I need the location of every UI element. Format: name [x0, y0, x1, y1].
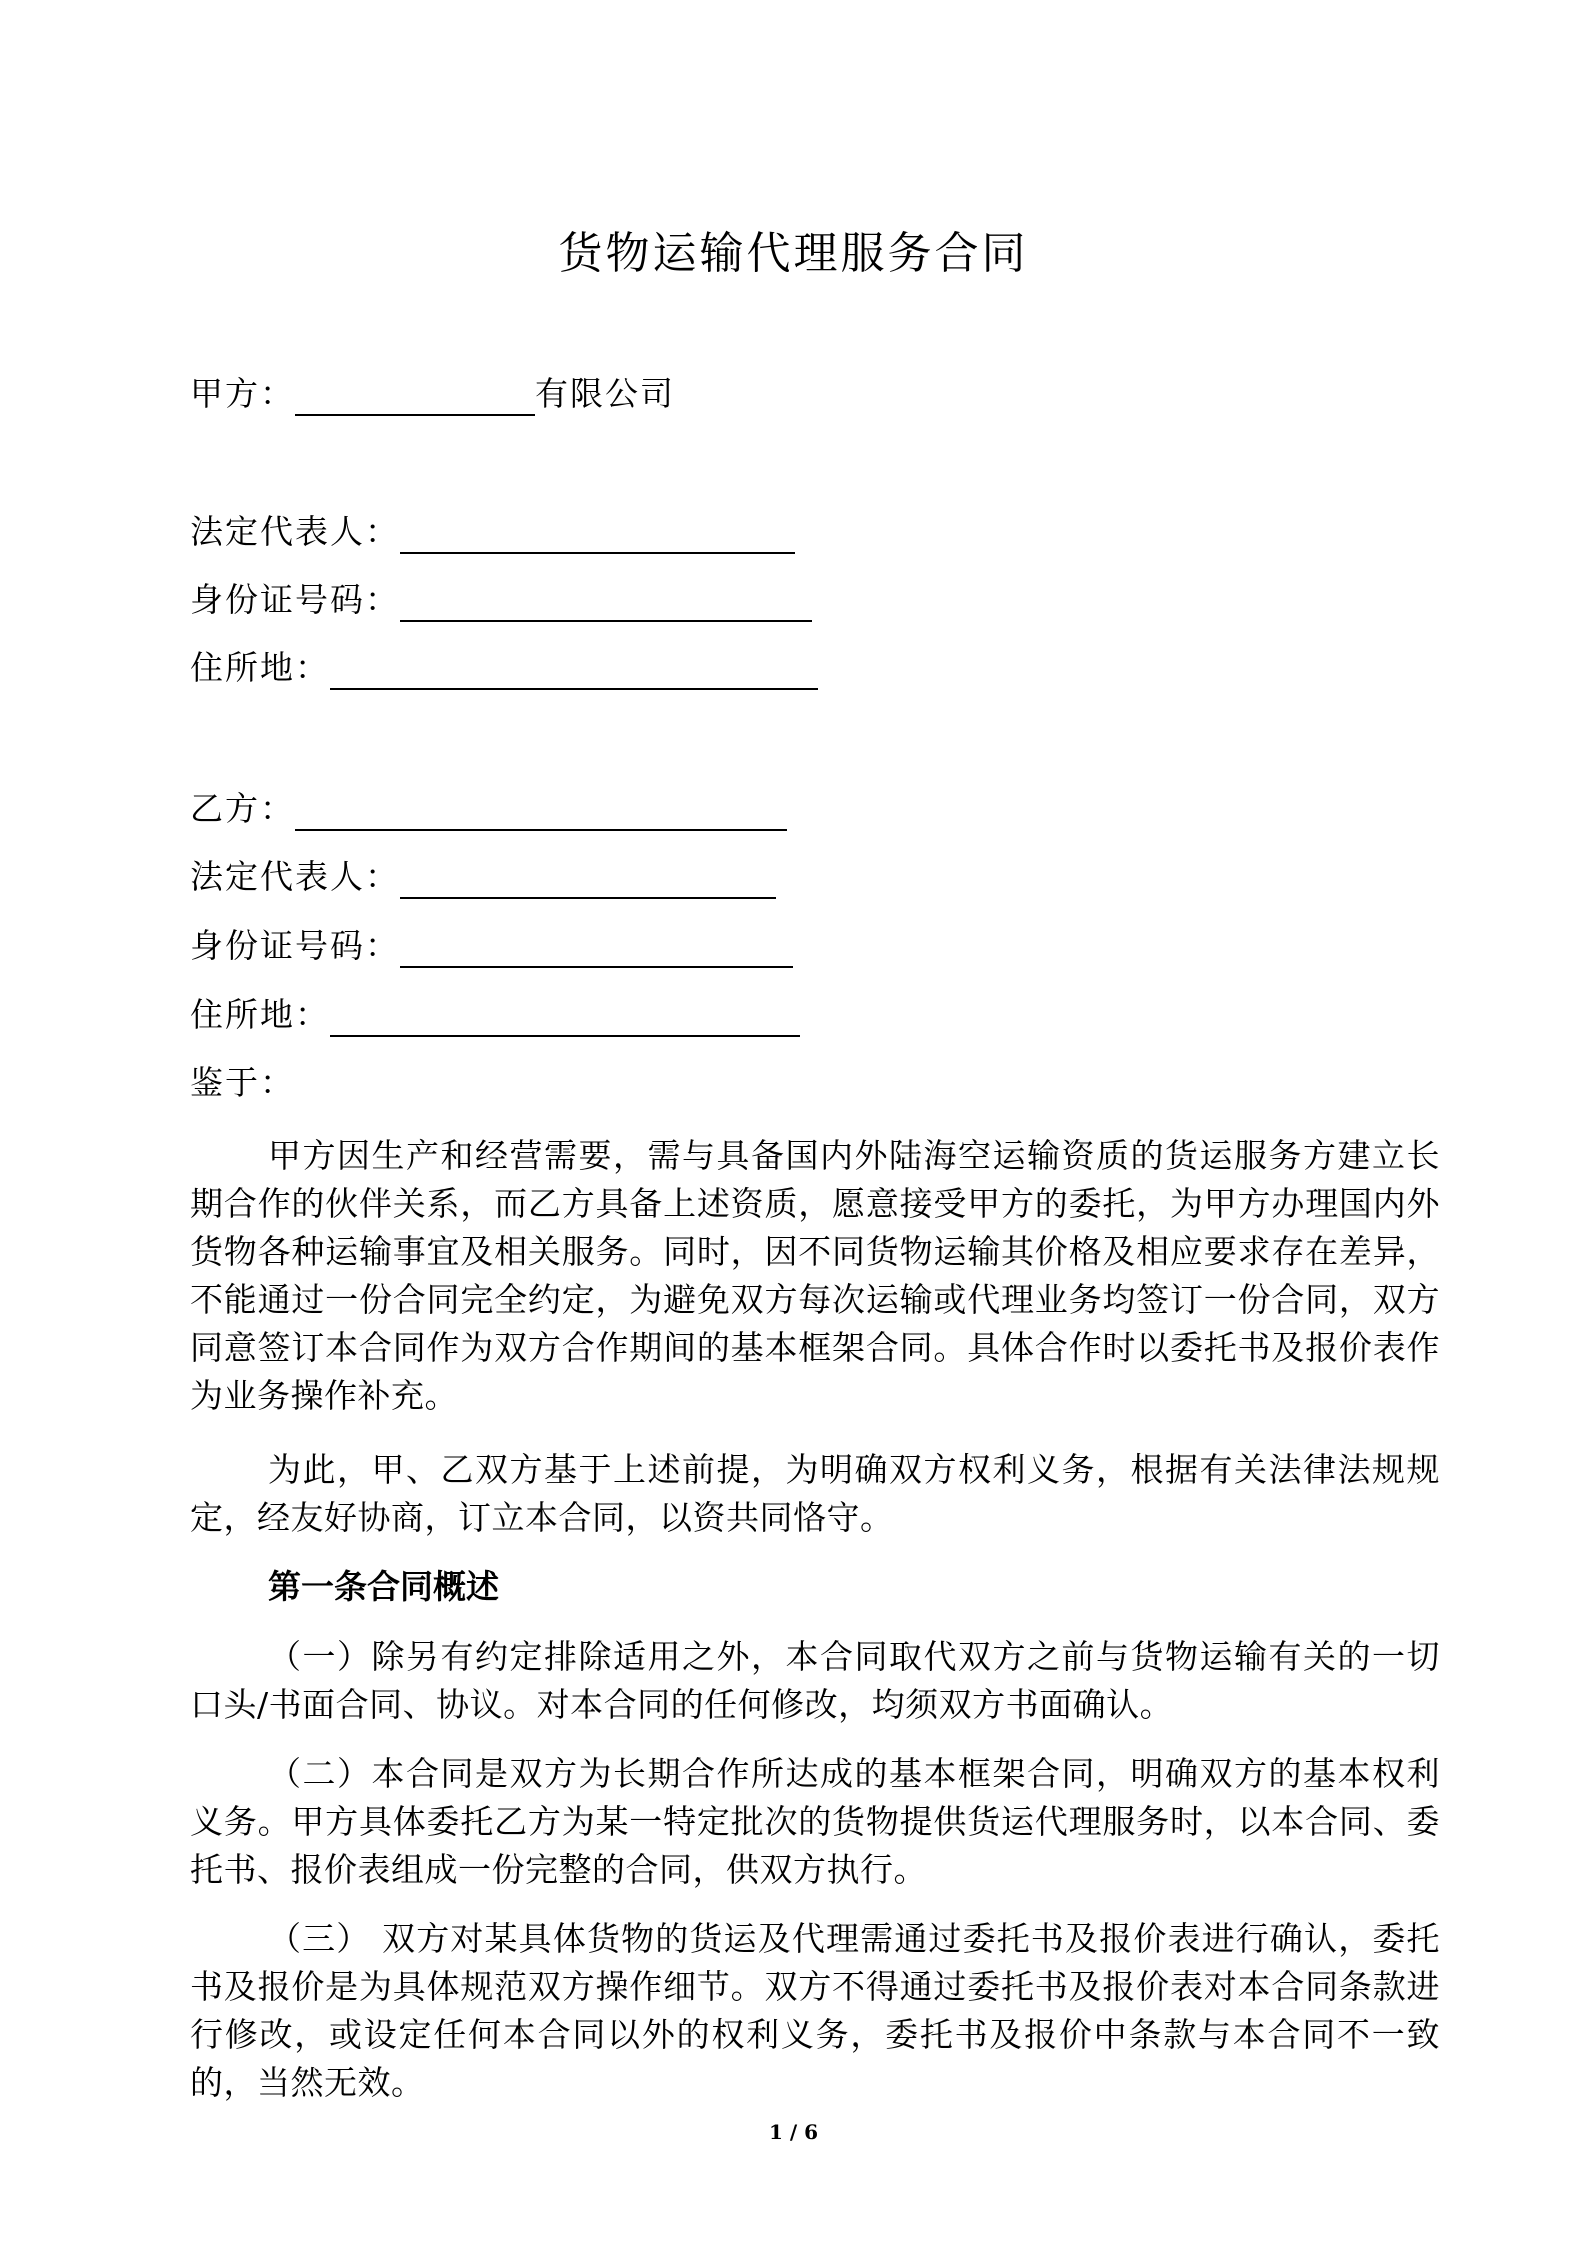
party-a-name-blank	[295, 380, 535, 416]
party-b-address-blank	[330, 1001, 800, 1037]
party-a-id-label: 身份证号码：	[190, 580, 400, 619]
article-1-clause-2: （二）本合同是双方为长期合作所达成的基本框架合同，明确双方的基本权利义务。甲方具体委托乙方为某一特定批次的货物提供货运代理服务时，以本合同、委托书、报价表组成一份完整的合同，供双方执行。	[190, 1754, 1440, 1889]
document-title: 货物运输代理服务合同	[558, 228, 1029, 279]
party-a-address-label: 住所地：	[190, 648, 330, 687]
party-a-address-line	[190, 646, 818, 690]
party-b-id-blank	[400, 932, 793, 968]
recital-paragraph: 甲方因生产和经营需要，需与具备国内外陆海空运输资质的货运服务方建立长期合作的伙伴关系，而乙方具备上述资质，愿意接受甲方的委托，为甲方办理国内外货物各种运输事宜及相关服务。同时，因不同货物运输其价格及相应要求存在差异，不能通过一份合同完全约定，为避免双方每次运输或代理业务均签订一份合同，双方同意签订本合同作为双方合作期间的基本框架合同。具体合作时以委托书及报价表作为业务操作补充。	[190, 1136, 1440, 1415]
party-a-address-blank	[330, 654, 818, 690]
party-a-rep-label: 法定代表人：	[190, 512, 400, 551]
party-b-rep-label: 法定代表人：	[190, 857, 400, 896]
party-b-rep-blank	[400, 863, 776, 899]
party-a-rep-blank	[400, 518, 795, 554]
party-a-id-line	[190, 578, 812, 622]
whereas-line	[190, 1061, 295, 1105]
party-b-line	[190, 787, 787, 831]
article-1-heading: 第一条合同概述	[268, 1567, 499, 1606]
party-b-id-line	[190, 924, 793, 968]
party-b-address-line	[190, 993, 800, 1037]
party-b-label: 乙方：	[190, 789, 295, 828]
party-a-line	[190, 372, 675, 416]
party-a-label: 甲方：	[190, 374, 295, 413]
party-b-address-label: 住所地：	[190, 995, 330, 1034]
purpose-paragraph: 为此，甲、乙双方基于上述前提，为明确双方权利义务，根据有关法律法规规定，经友好协商，订立本合同，以资共同恪守。	[190, 1450, 1440, 1537]
party-b-name-blank	[295, 795, 787, 831]
article-1-clause-1: （一）除另有约定排除适用之外，本合同取代双方之前与货物运输有关的一切口头/书面合同、协议。对本合同的任何修改，均须双方书面确认。	[190, 1637, 1440, 1724]
party-b-id-label: 身份证号码：	[190, 926, 400, 965]
article-1-clause-3: （三） 双方对某具体货物的货运及代理需通过委托书及报价表进行确认，委托书及报价是为具体规范双方操作细节。双方不得通过委托书及报价表对本合同条款进行修改，或设定任何本合同以外的权利义务，委托书及报价中条款与本合同不一致的，当然无效。	[190, 1919, 1440, 2102]
party-a-id-blank	[400, 586, 812, 622]
party-a-suffix: 有限公司	[535, 374, 675, 413]
party-b-rep-line	[190, 855, 776, 899]
party-a-rep-line	[190, 510, 795, 554]
page-number: 1 / 6	[768, 2120, 819, 2144]
whereas-label: 鉴于：	[190, 1063, 295, 1102]
